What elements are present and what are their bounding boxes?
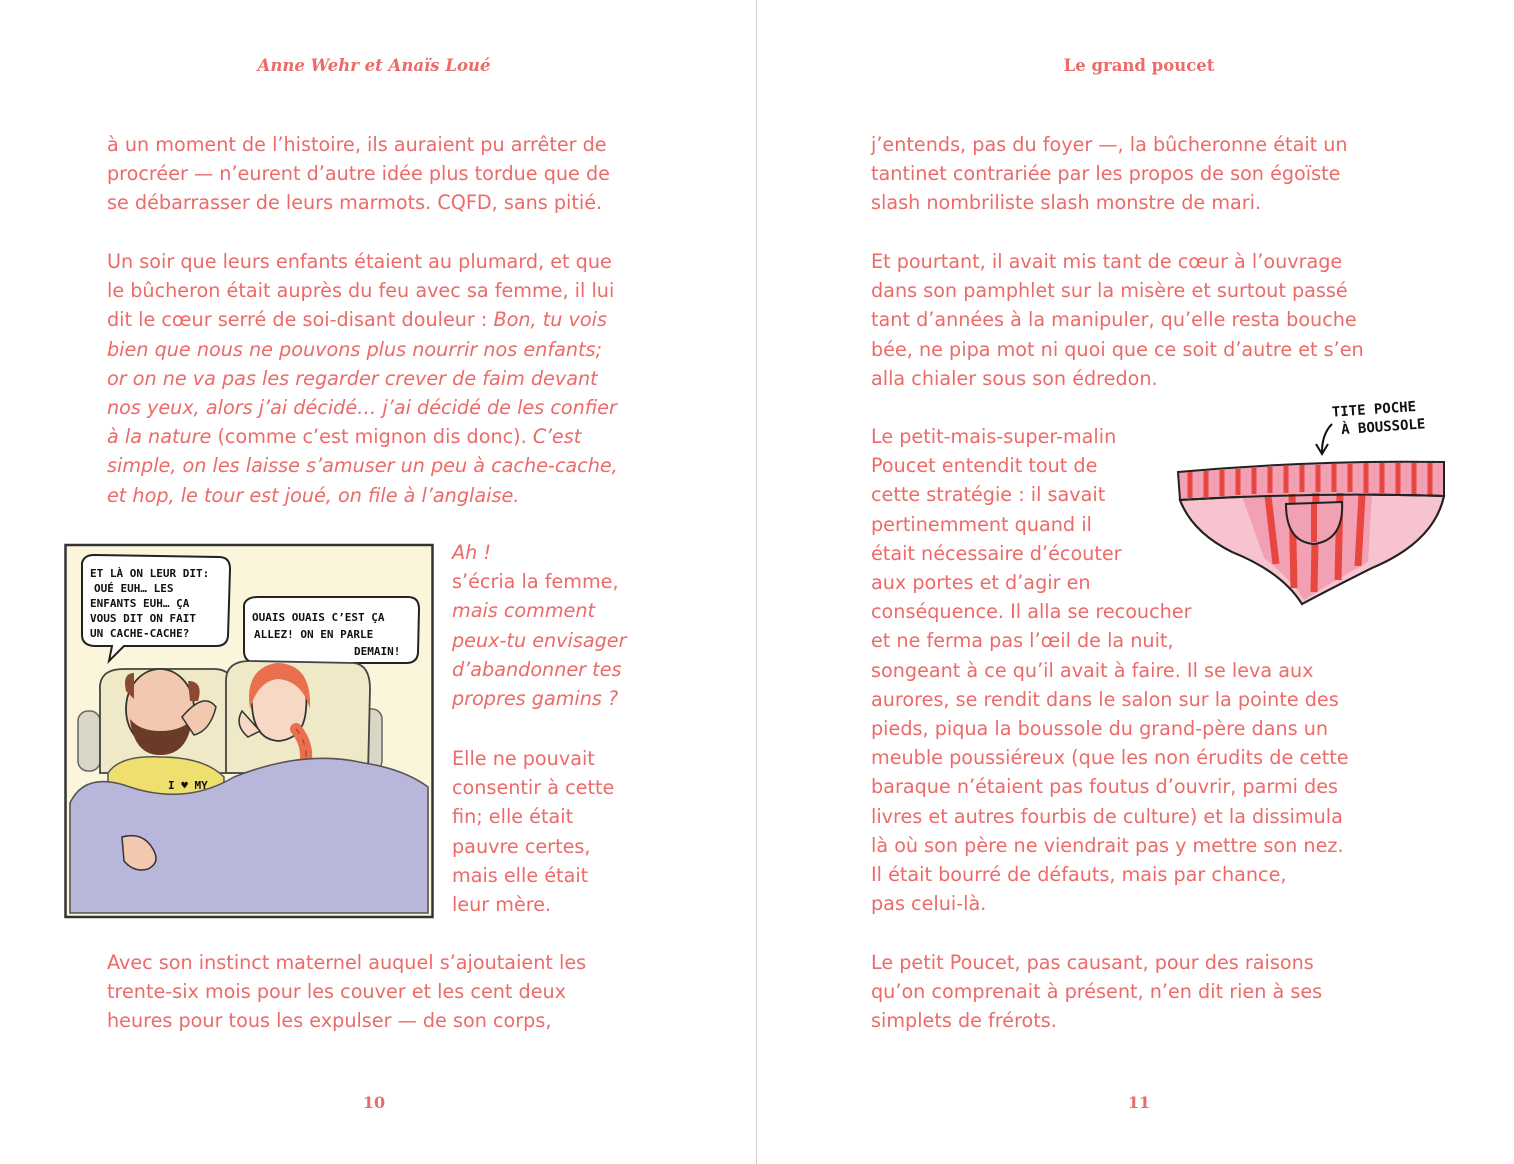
text-line: bien que nous ne pouvons plus nourrir nos enfants; [107,337,603,361]
text-line: Et pourtant, il avait mis tant de cœur à l’ouvrage [871,250,1343,273]
shirt-print: I ♥ MY [168,779,208,792]
bubble-2-line: ALLEZ! ON EN PARLE [254,628,374,641]
bubble-2-line: OUAIS OUAIS C’EST ÇA [252,611,385,624]
text-line: Le petit Poucet, pas causant, pour des raisons [871,951,1314,974]
paragraph-4 [871,948,1322,1036]
text-line: se débarrasser de leurs marmots. CQFD, sans pitié. [107,191,603,215]
left-page [0,0,756,1164]
illustration-label: TITE POCHE [1331,398,1417,421]
text-line: s’écria la femme, [452,570,619,594]
text-line: consentir à cette [452,776,615,800]
text-line: cette stratégie : il savait [871,483,1106,507]
paragraph-3 [452,538,627,713]
text-line: songeant à ce qu’il avait à faire. Il se leva aux [871,658,1314,682]
bubble-1-line: VOUS DIT ON FAIT [90,612,196,625]
running-head-authors: Anne Wehr et Anaïs Loué [257,56,491,75]
paragraph-5 [107,948,586,1036]
text-line: leur mère. [452,893,552,917]
text-line: Un soir que leurs enfants étaient au plumard, et que [107,250,612,273]
text-line: procréer — n’eurent d’autre idée plus tordue que de [107,162,610,186]
text-line: pas celui-là. [871,892,987,916]
text-line: pieds, piqua la boussole du grand-père dans un [871,717,1329,741]
text-line: là où son père ne viendrait pas y mettre son nez. [871,833,1344,857]
text-line: était nécessaire d’écouter [871,541,1122,565]
text-line: meuble poussiéreux (que les non érudits de cette [871,746,1349,770]
text-line: simplets de frérots. [871,1009,1057,1033]
text-line: mais comment [452,599,596,623]
text-line: Ah ! [452,541,492,564]
paragraph-4 [452,744,614,919]
bed-comic-illustration [64,541,434,921]
text-line: dans son pamphlet sur la misère et surtout passé [871,279,1348,303]
paragraph-1 [871,130,1348,218]
text-line: dit le cœur serré de soi-disant douleur : Bon, tu vois [107,308,607,332]
paragraph-1 [107,130,610,218]
text-line: le bûcheron était auprès du feu avec sa femme, il lui [107,279,615,303]
illustration-label: À BOUSSOLE [1340,416,1426,439]
text-line: mais elle était [452,863,589,887]
bubble-1-line: ET LÀ ON LEUR DIT: [90,567,210,580]
text-line: qu’on comprenait à présent, n’en dit rien à ses [871,980,1323,1004]
text-line: alla chialer sous son édredon. [871,366,1158,390]
text-line: et ne ferma pas l’œil de la nuit, [871,629,1174,653]
text-line: j’entends, pas du foyer —, la bûcheronne était un [871,133,1348,156]
briefs-illustration [1172,392,1452,612]
text-line: et hop, le tour est joué, on file à l’anglaise. [107,483,520,507]
text-line: baraque n’étaient pas foutus d’ouvrir, parmi des [871,775,1338,799]
text-line: conséquence. Il alla se recoucher [871,600,1192,624]
text-line: Il était bourré de défauts, mais par chance, [871,863,1287,887]
text-line: pauvre certes, [452,834,591,858]
text-line: Poucet entendit tout de [871,454,1098,478]
text-line: fin; elle était [452,805,574,829]
bubble-1-line: OUÉ EUH… LES [94,582,174,595]
running-head-title: Le grand poucet [1063,56,1215,75]
paragraph-2 [871,247,1364,393]
page-number-right: 11 [1127,1093,1151,1112]
bubble-1-line: UN CACHE-CACHE? [90,627,190,640]
text-line: Avec son instinct maternel auquel s’ajoutaient les [107,951,587,974]
text-line: à la nature (comme c’est mignon dis donc). C’est [107,425,582,449]
text-line: tantinet contrariée par les propos de son égoïste [871,162,1341,186]
text-line: tant d’années à la manipuler, qu’elle resta bouche [871,308,1357,332]
text-line: livres et autres fourbis de culture) et la dissimula [871,804,1343,828]
text-line: or on ne va pas les regarder crever de faim devant [107,366,598,390]
text-line: slash nombriliste slash monstre de mari. [871,191,1262,215]
page-number-left: 10 [362,1093,386,1112]
text-line: pertinemment quand il [871,512,1092,536]
text-line: trente-six mois pour les couver et les cent deux [107,980,567,1004]
text-line: peux-tu envisager [452,628,627,652]
text-line: bée, ne pipa mot ni quoi que ce soit d’autre et s’en [871,337,1364,361]
text-line: simple, on les laisse s’amuser un peu à cache-cache, [107,454,618,478]
text-line: Le petit-mais-super-malin [871,425,1117,448]
text-line: Elle ne pouvait [452,747,595,770]
bubble-1-line: ENFANTS EUH… ÇA [90,597,190,610]
text-line: aurores, se rendit dans le salon sur la pointe des [871,687,1339,711]
bubble-2-line: DEMAIN! [354,645,401,658]
text-line: aux portes et d’agir en [871,571,1091,595]
text-line: nos yeux, alors j’ai décidé… j’ai décidé de les confier [107,396,617,420]
text-line: à un moment de l’histoire, ils auraient pu arrêter de [107,133,607,156]
text-line: d’abandonner tes [452,657,622,681]
text-line: heures pour tous les expulser — de son corps, [107,1009,552,1033]
paragraph-2 [107,247,618,510]
text-line: propres gamins ? [452,687,619,711]
